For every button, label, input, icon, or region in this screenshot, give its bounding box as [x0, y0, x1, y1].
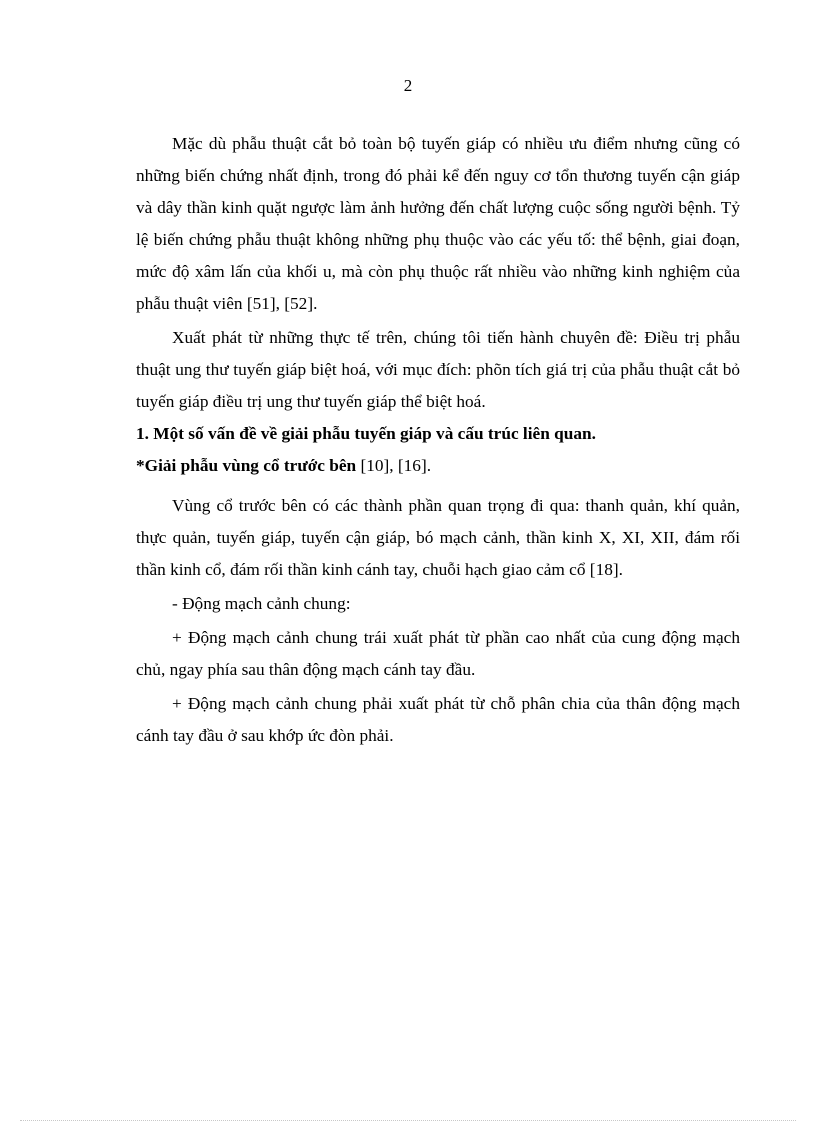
- paragraph-neck-structures: Vùng cổ trước bên có các thành phần quan trọng đi qua: thanh quản, khí quản, thực quản, tuyến giáp, tuyến cận giáp, bó mạch cảnh, thần kinh X, XI, XII, đám rối thần kinh cổ, đám rối thần kinh cánh tay, chuỗi hạch giao cảm cổ [18].: [136, 496, 740, 579]
- paragraph-purpose: Xuất phát từ những thực tế trên, chúng tôi tiến hành chuyên đề: Điều trị phẫu thuật ung thư tuyến giáp biệt hoá, với mục đích: phõn tích giá trị của phẫu thuật cắt bỏ tuyến giáp điều trị ung thư tuyến giáp thể biệt hoá.: [136, 328, 740, 411]
- paragraph-intro-complications: Mặc dù phẫu thuật cắt bỏ toàn bộ tuyến giáp có nhiều ưu điểm nhưng cũng có những biến chứng nhất định, trong đó phải kể đến nguy cơ tổn thương tuyến cận giáp và dây thần kinh quặt ngược làm ảnh hưởng đến chất lượng cuộc sống người bệnh. Tỷ lệ biến chứng phẫu thuật không những phụ thuộc vào các yếu tố: thể bệnh, giai đoạn, mức độ xâm lấn của khối u, mà còn phụ thuộc rất nhiều vào những kinh nghiệm của phẫu thuật viên [51], [52].: [136, 134, 740, 313]
- section-heading-anatomy: 1. Một số vấn đề về giải phẫu tuyến giáp và cấu trúc liên quan.: [136, 424, 596, 443]
- paragraph-common-carotid-heading: - Động mạch cảnh chung:: [172, 594, 351, 613]
- page-body: [136, 128, 740, 752]
- paragraph-right-carotid: + Động mạch cảnh chung phải xuất phát từ chỗ phân chia của thân động mạch cánh tay đầu ở sau khớp ức đòn phải.: [136, 694, 740, 745]
- subsection-heading-text: *Giải phẫu vùng cổ trước bên: [136, 456, 357, 475]
- subsection-heading-refs: [10], [16].: [356, 456, 432, 475]
- paragraph-left-carotid: + Động mạch cảnh chung trái xuất phát từ phần cao nhất của cung động mạch chủ, ngay phía sau thân động mạch cánh tay đầu.: [136, 628, 740, 679]
- subsection-heading-neck: [136, 450, 740, 482]
- page-number: 2: [403, 76, 413, 95]
- page-bottom-border: [20, 1120, 796, 1121]
